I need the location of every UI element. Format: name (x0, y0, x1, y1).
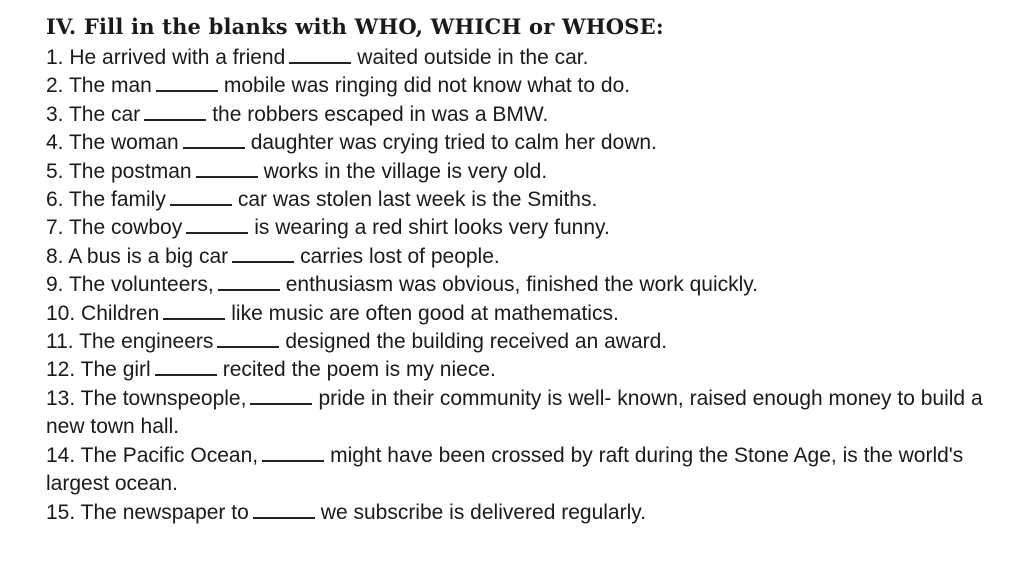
item-text-before-blank: The Pacific Ocean, (80, 443, 259, 467)
answer-blank (183, 146, 245, 149)
item-text-after-blank: carries lost of people. (300, 244, 500, 268)
exercise-item (46, 385, 986, 442)
answer-blank (186, 231, 248, 234)
item-number: 5. (46, 159, 64, 183)
answer-blank (144, 118, 206, 121)
answer-blank (262, 459, 324, 462)
item-text-before-blank: The townspeople, (80, 386, 247, 410)
item-text-after-blank: works in the village is very old. (263, 159, 548, 183)
exercise-item (46, 442, 986, 499)
item-number: 2. (46, 74, 64, 98)
item-text-before-blank: The volunteers, (68, 273, 214, 297)
item-number: 6. (46, 188, 64, 212)
item-text-after-blank: like music are often good at mathematics. (231, 301, 619, 325)
item-text-after-blank: we subscribe is delivered regularly. (320, 500, 647, 524)
exercise-item (46, 271, 986, 299)
item-text-after-blank: is wearing a red shirt looks very funny. (254, 216, 610, 240)
item-text-before-blank: The newspaper to (80, 500, 249, 524)
item-text-after-blank: daughter was crying tried to calm her down. (250, 131, 657, 155)
exercise-list (46, 44, 986, 527)
item-text-after-blank: recited the poem is my niece. (222, 358, 496, 382)
item-number: 10. (46, 301, 76, 325)
exercise-item (46, 129, 986, 157)
item-text-after-blank: enthusiasm was obvious, finished the work quickly. (285, 273, 759, 297)
exercise-item (46, 214, 986, 242)
exercise-item (46, 72, 986, 100)
item-number: 12. (46, 358, 76, 382)
item-text-after-blank: mobile was ringing did not know what to do. (223, 74, 631, 98)
exercise-item (46, 101, 986, 129)
item-text-after-blank: waited outside in the car. (357, 46, 589, 69)
item-text-before-blank: The car (68, 102, 141, 126)
exercise-item (46, 243, 986, 271)
item-text-before-blank: He arrived with a friend (69, 46, 286, 69)
item-text-before-blank: The girl (80, 358, 151, 382)
answer-blank (217, 345, 279, 348)
answer-blank (232, 260, 294, 263)
item-number: 1. (46, 46, 64, 69)
answer-blank (218, 288, 280, 291)
answer-blank (196, 175, 258, 178)
item-text-after-blank: car was stolen last week is the Smiths. (237, 188, 598, 212)
item-text-before-blank: The family (68, 188, 166, 212)
item-text-after-blank: designed the building received an award. (285, 330, 668, 354)
item-number: 7. (46, 216, 64, 240)
item-text-before-blank: The man (68, 74, 152, 98)
item-text-after-blank: might have been crossed by raft during the Stone Age, is the world's largest ocean. (46, 443, 964, 496)
item-number: 13. (46, 386, 76, 410)
item-text-before-blank: The postman (68, 159, 192, 183)
exercise-item (46, 499, 986, 527)
item-number: 9. (46, 273, 64, 297)
item-text-before-blank: The engineers (79, 330, 214, 354)
answer-blank (163, 317, 225, 320)
answer-blank (250, 402, 312, 405)
item-text-before-blank: A bus is a big car (68, 244, 229, 268)
answer-blank (253, 516, 315, 519)
answer-blank (170, 203, 232, 206)
item-number: 11. (46, 330, 74, 354)
worksheet (46, 12, 986, 527)
worksheet-heading: IV. Fill in the blanks with WHO, WHICH or WHOSE: (46, 14, 664, 39)
exercise-item (46, 300, 986, 328)
item-number: 15. (46, 500, 76, 524)
exercise-item (46, 158, 986, 186)
answer-blank (156, 89, 218, 92)
exercise-item (46, 44, 986, 72)
exercise-item (46, 186, 986, 214)
item-text-before-blank: Children (81, 301, 160, 325)
answer-blank (155, 373, 217, 376)
item-number: 8. (46, 244, 64, 268)
exercise-item (46, 328, 986, 356)
item-number: 3. (46, 102, 64, 126)
answer-blank (289, 61, 351, 64)
item-text-before-blank: The cowboy (68, 216, 183, 240)
item-number: 14. (46, 443, 76, 467)
item-text-after-blank: the robbers escaped in was a BMW. (212, 102, 549, 126)
item-text-before-blank: The woman (68, 131, 179, 155)
item-number: 4. (46, 131, 64, 155)
exercise-item (46, 356, 986, 384)
item-text-after-blank: pride in their community is well- known, raised enough money to build a new town hall. (46, 386, 983, 439)
